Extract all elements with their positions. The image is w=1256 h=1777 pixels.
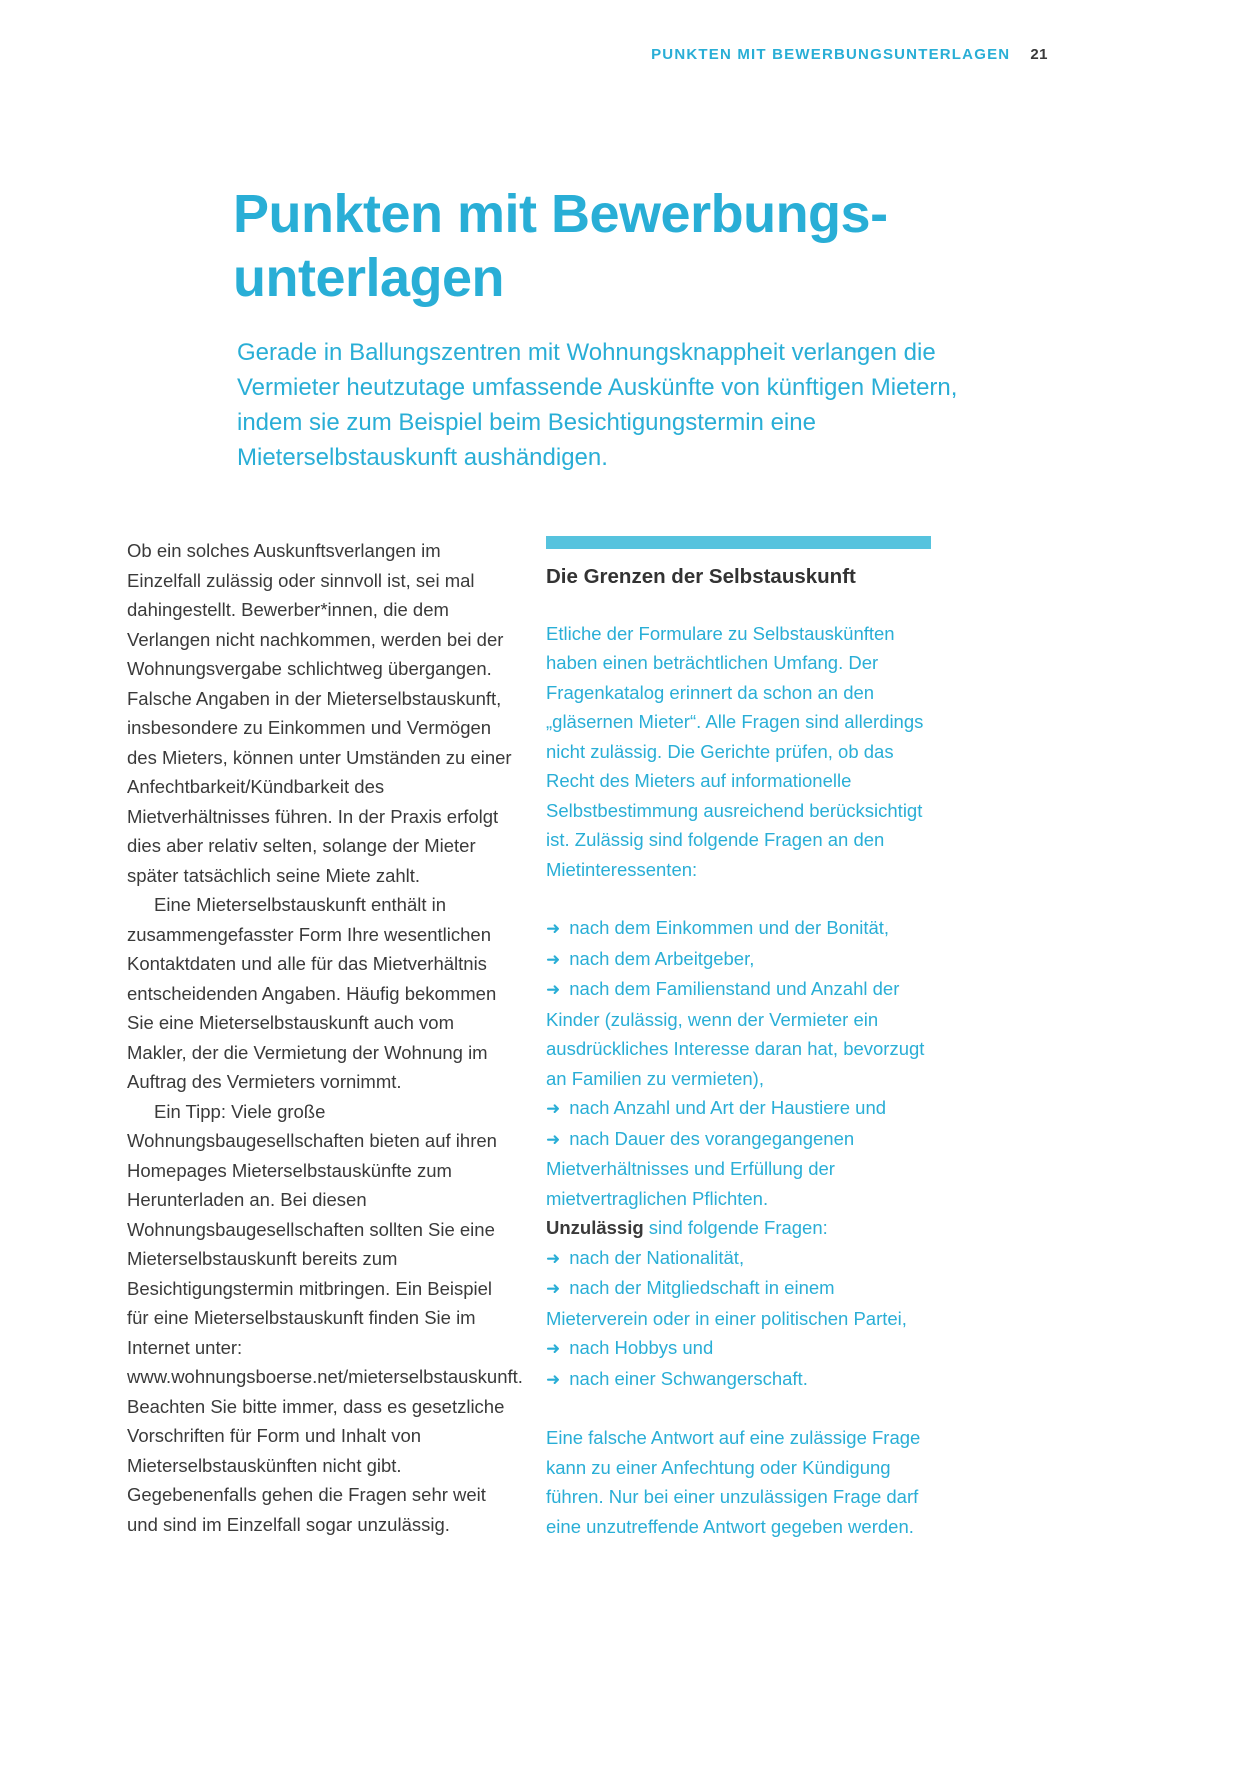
body-paragraph: Ob ein solches Auskunftsverlangen im Einzelfall zulässig oder sinnvoll ist, sei mal dahingestellt. Bewerber*innen, die dem Verlangen nicht nachkommen, werden bei der Wohnungsvergabe schlichtweg übergangen. Falsche Angaben in der Mieterselbstauskunft, insbesondere zu Einkommen und Vermögen des Mieters, können unter Umständen zu einer Anfechtbarkeit/Kündbarkeit des Mietverhältnisses führen. In der Praxis erfolgt dies aber relativ selten, solange der Mieter später tatsächlich seine Miete zahlt. [127, 540, 512, 886]
list-item-text: nach dem Familienstand und Anzahl der Kinder (zulässig, wenn der Vermieter ein ausdrückliches Interesse daran hat, bevorzugt an Familien zu vermieten), [546, 978, 925, 1089]
arrow-bullet-icon: ➜ [546, 1279, 561, 1298]
forbidden-questions-list [546, 1243, 931, 1395]
body-columns [127, 536, 931, 1541]
list-item [546, 1333, 931, 1364]
list-item-text: nach Dauer des vorangegangenen Mietverhältnisses und Erfüllung der mietvertraglichen Pflichten. [546, 1127, 855, 1209]
list-item [546, 1124, 931, 1214]
arrow-bullet-icon: ➜ [546, 1099, 561, 1118]
running-header [0, 46, 1048, 63]
list-item-text: nach der Mitgliedschaft in einem Mieterverein oder in einer politischen Partei, [546, 1277, 907, 1329]
list-item [546, 913, 931, 944]
left-column [127, 536, 523, 1541]
section-intro: Etliche der Formulare zu Selbstauskünften haben einen beträchtlichen Umfang. Der Fragenkatalog erinnert da schon an den „gläsernen Mieter“. Alle Fragen sind allerdings nicht zulässig. Die Gerichte prüfen, ob das Recht des Mieters auf informationelle Selbstbestimmung ausreichend berücksichtigt ist. Zulässig sind folgende Fragen an den Mietinteressenten: [546, 622, 924, 880]
list-item-text: nach dem Arbeitgeber, [569, 947, 755, 969]
page-title-line1: Punkten mit Bewerbungs- [233, 184, 888, 244]
list-item-text: nach einer Schwangerschaft. [569, 1367, 808, 1389]
arrow-bullet-icon: ➜ [546, 1248, 561, 1268]
arrow-bullet-icon: ➜ [546, 919, 561, 938]
forbidden-rest: sind folgende Fragen: [643, 1217, 828, 1238]
forbidden-intro-line [546, 1213, 931, 1243]
arrow-bullet-icon: ➜ [546, 1129, 561, 1149]
allowed-questions-list [546, 913, 931, 1213]
page-title [233, 182, 888, 310]
closing-paragraph: Eine falsche Antwort auf eine zulässige Frage kann zu einer Anfechtung oder Kündigung führen. Nur bei einer unzulässigen Frage darf eine unzutreffende Antwort gegeben werden. [546, 1427, 921, 1537]
lead-paragraph: Gerade in Ballungszentren mit Wohnungsknappheit verlangen die Vermieter heutzutage umfassende Auskünfte von künftigen Mietern, indem sie zum Beispiel beim Besichtigungstermin eine Mieterselbstauskunft aushändigen. [237, 339, 958, 471]
list-item [546, 1243, 931, 1274]
list-item [546, 974, 931, 1093]
right-column [546, 536, 931, 1541]
page-title-line2: unterlagen [233, 248, 505, 308]
list-item-text: nach der Nationalität, [569, 1246, 745, 1268]
arrow-bullet-icon: ➜ [546, 1369, 561, 1389]
page-number: 21 [1030, 46, 1048, 63]
section-accent-bar [546, 536, 931, 549]
running-header-title: PUNKTEN MIT BEWERBUNGSUNTERLAGEN [651, 46, 1011, 63]
list-item-text: nach Hobbys und [569, 1337, 714, 1358]
list-item-text: nach dem Einkommen und der Bonität, [569, 917, 890, 938]
list-item-text: nach Anzahl und Art der Haustiere und [569, 1097, 887, 1118]
list-item [546, 1093, 931, 1124]
list-item [546, 944, 931, 975]
list-item [546, 1364, 931, 1395]
section-heading: Die Grenzen der Selbstauskunft [546, 565, 856, 588]
list-item [546, 1273, 931, 1333]
arrow-bullet-icon: ➜ [546, 949, 561, 969]
arrow-bullet-icon: ➜ [546, 1339, 561, 1358]
arrow-bullet-icon: ➜ [546, 980, 561, 999]
forbidden-label: Unzulässig [546, 1217, 644, 1238]
body-paragraph: Ein Tipp: Viele große Wohnungsbaugesellschaften bieten auf ihren Homepages Mieterselbstauskünfte zum Herunterladen an. Bei diesen Wohnungsbaugesellschaften sollten Sie eine Mieterselbstauskunft bereits zum Besichtigungstermin mitbringen. Ein Beispiel für eine Mieterselbstauskunft finden Sie im Internet unter: www.wohnungsboerse.net/mieterselbstauskunft. Beachten Sie bitte immer, dass es gesetzliche Vorschriften für Form und Inhalt von Mieterselbstauskünften nicht gibt. Gegebenenfalls gehen die Fragen sehr weit und sind im Einzelfall sogar unzulässig. [127, 1100, 523, 1535]
body-paragraph: Eine Mieterselbstauskunft enthält in zusammengefasster Form Ihre wesentlichen Kontaktdaten und alle für das Mietverhältnis entscheidenden Angaben. Häufig bekommen Sie eine Mieterselbstauskunft auch vom Makler, der die Vermietung der Wohnung im Auftrag des Vermieters vornimmt. [127, 894, 497, 1092]
